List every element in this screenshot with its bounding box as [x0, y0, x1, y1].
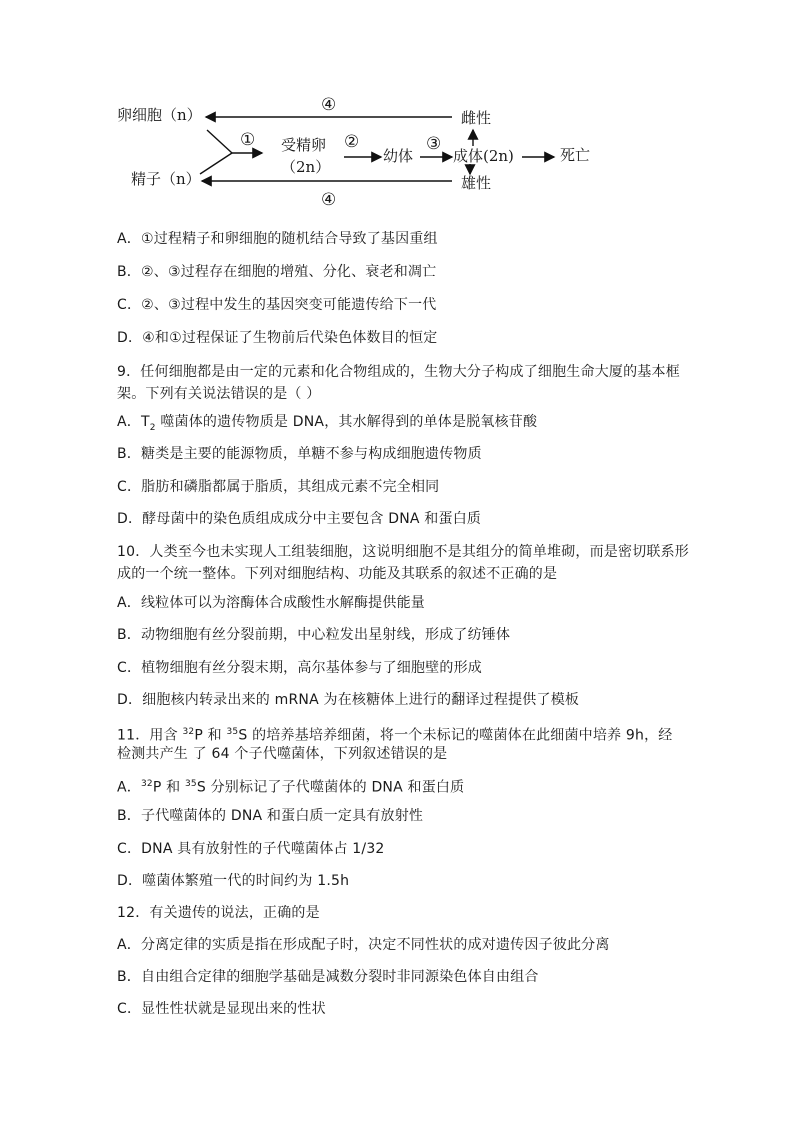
q9-option-b: B．糖类是主要的能源物质，单糖不参与构成细胞遗传物质 [117, 446, 482, 462]
q10-stem: 10．人类至今也未实现人工组装细胞，这说明细胞不是其组分的简单堆砌，而是密切联系形成的一个统一整体。下列对细胞结构、功能及其联系的叙述不正确的是 [117, 544, 690, 582]
q12-option-a: A．分离定律的实质是指在形成配子时，决定不同性状的成对遗传因子彼此分离 [117, 937, 610, 953]
zygote-ploidy-label: （2n） [281, 158, 331, 176]
q11-option-c: C．DNA 具有放射性的子代噬菌体占 1/32 [117, 841, 385, 857]
q8-option-a: A．①过程精子和卵细胞的随机结合导致了基因重组 [117, 231, 438, 247]
q9-option-d: D．酵母菌中的染色质组成成分中主要包含 DNA 和蛋白质 [117, 511, 482, 527]
egg-merge-line [207, 130, 232, 153]
q10-option-c: C．植物细胞有丝分裂末期，高尔基体参与了细胞壁的形成 [117, 660, 482, 676]
q12-option-b: B．自由组合定律的细胞学基础是减数分裂时非同源染色体自由组合 [117, 969, 539, 985]
step-4-top-label: ④ [321, 95, 337, 115]
step-3-label: ③ [426, 134, 442, 154]
q10-option-a: A．线粒体可以为溶酶体合成酸性水解酶提供能量 [117, 595, 425, 611]
q12-stem: 12．有关遗传的说法，正确的是 [117, 905, 320, 921]
superscript: 32 [140, 779, 153, 789]
q8-option-c: C．②、③过程中发生的基因突变可能遗传给下一代 [117, 297, 437, 313]
q8-option-b: B．②、③过程存在细胞的增殖、分化、衰老和凋亡 [117, 264, 437, 280]
q11-option-b: B．子代噬菌体的 DNA 和蛋白质一定具有放射性 [117, 808, 424, 824]
q9-option-a: A．$T_2$ 噬菌体的遗传物质是 DNA，其水解得到的单体是脱氧核苷酸 [117, 414, 538, 433]
superscript: 32 [182, 727, 195, 737]
egg-label: 卵细胞（n） [117, 106, 202, 124]
q9-option-c: C．脂肪和磷脂都属于脂质，其组成元素不完全相同 [117, 479, 440, 495]
death-label: 死亡 [560, 146, 591, 164]
sperm-label: 精子（n） [131, 170, 201, 188]
q11-option-a: A．$^{32}$P 和 $^{35}$S 分别标记了子代噬菌体的 DNA 和蛋白质 [117, 779, 465, 796]
q11-stem-line2: 检测共产生 了 64 个子代噬菌体，下列叙述错误的是 [117, 746, 448, 762]
life-cycle-diagram [0, 0, 794, 220]
zygote-label: 受精卵 [281, 136, 327, 154]
step-4-bottom-label: ④ [321, 190, 337, 210]
q11-stem-line1: 11．用含 $^{32}$P 和 $^{35}$S 的培养基培养细菌，将一个未标记的噬菌体在此细菌中培养 9h，经 [117, 727, 673, 744]
step-1-label: ① [240, 130, 256, 150]
subscript: 2 [149, 422, 156, 433]
q10-option-d: D．细胞核内转录出来的 mRNA 为在核糖体上进行的翻译过程提供了模板 [117, 692, 580, 708]
q8-option-d: D．④和①过程保证了生物前后代染色体数目的恒定 [117, 330, 438, 346]
q10-option-b: B．动物细胞有丝分裂前期，中心粒发出星射线，形成了纺锤体 [117, 627, 511, 643]
adult-label: 成体(2n) [453, 147, 514, 165]
step-2-label: ② [344, 132, 360, 152]
female-label: 雌性 [461, 109, 492, 127]
juvenile-label: 幼体 [383, 147, 414, 165]
sperm-merge-line [200, 153, 232, 174]
superscript: 35 [226, 727, 239, 737]
superscript: 35 [185, 779, 197, 789]
male-label: 雄性 [461, 174, 492, 192]
q11-option-d: D．噬菌体繁殖一代的时间约为 1.5h [117, 873, 350, 889]
q12-option-c: C．显性性状就是显现出来的性状 [117, 1001, 326, 1017]
q9-stem: 9．任何细胞都是由一定的元素和化合物组成的，生物大分子构成了细胞生命大厦的基本框架。下列有关说法错误的是（ ） [117, 364, 680, 402]
